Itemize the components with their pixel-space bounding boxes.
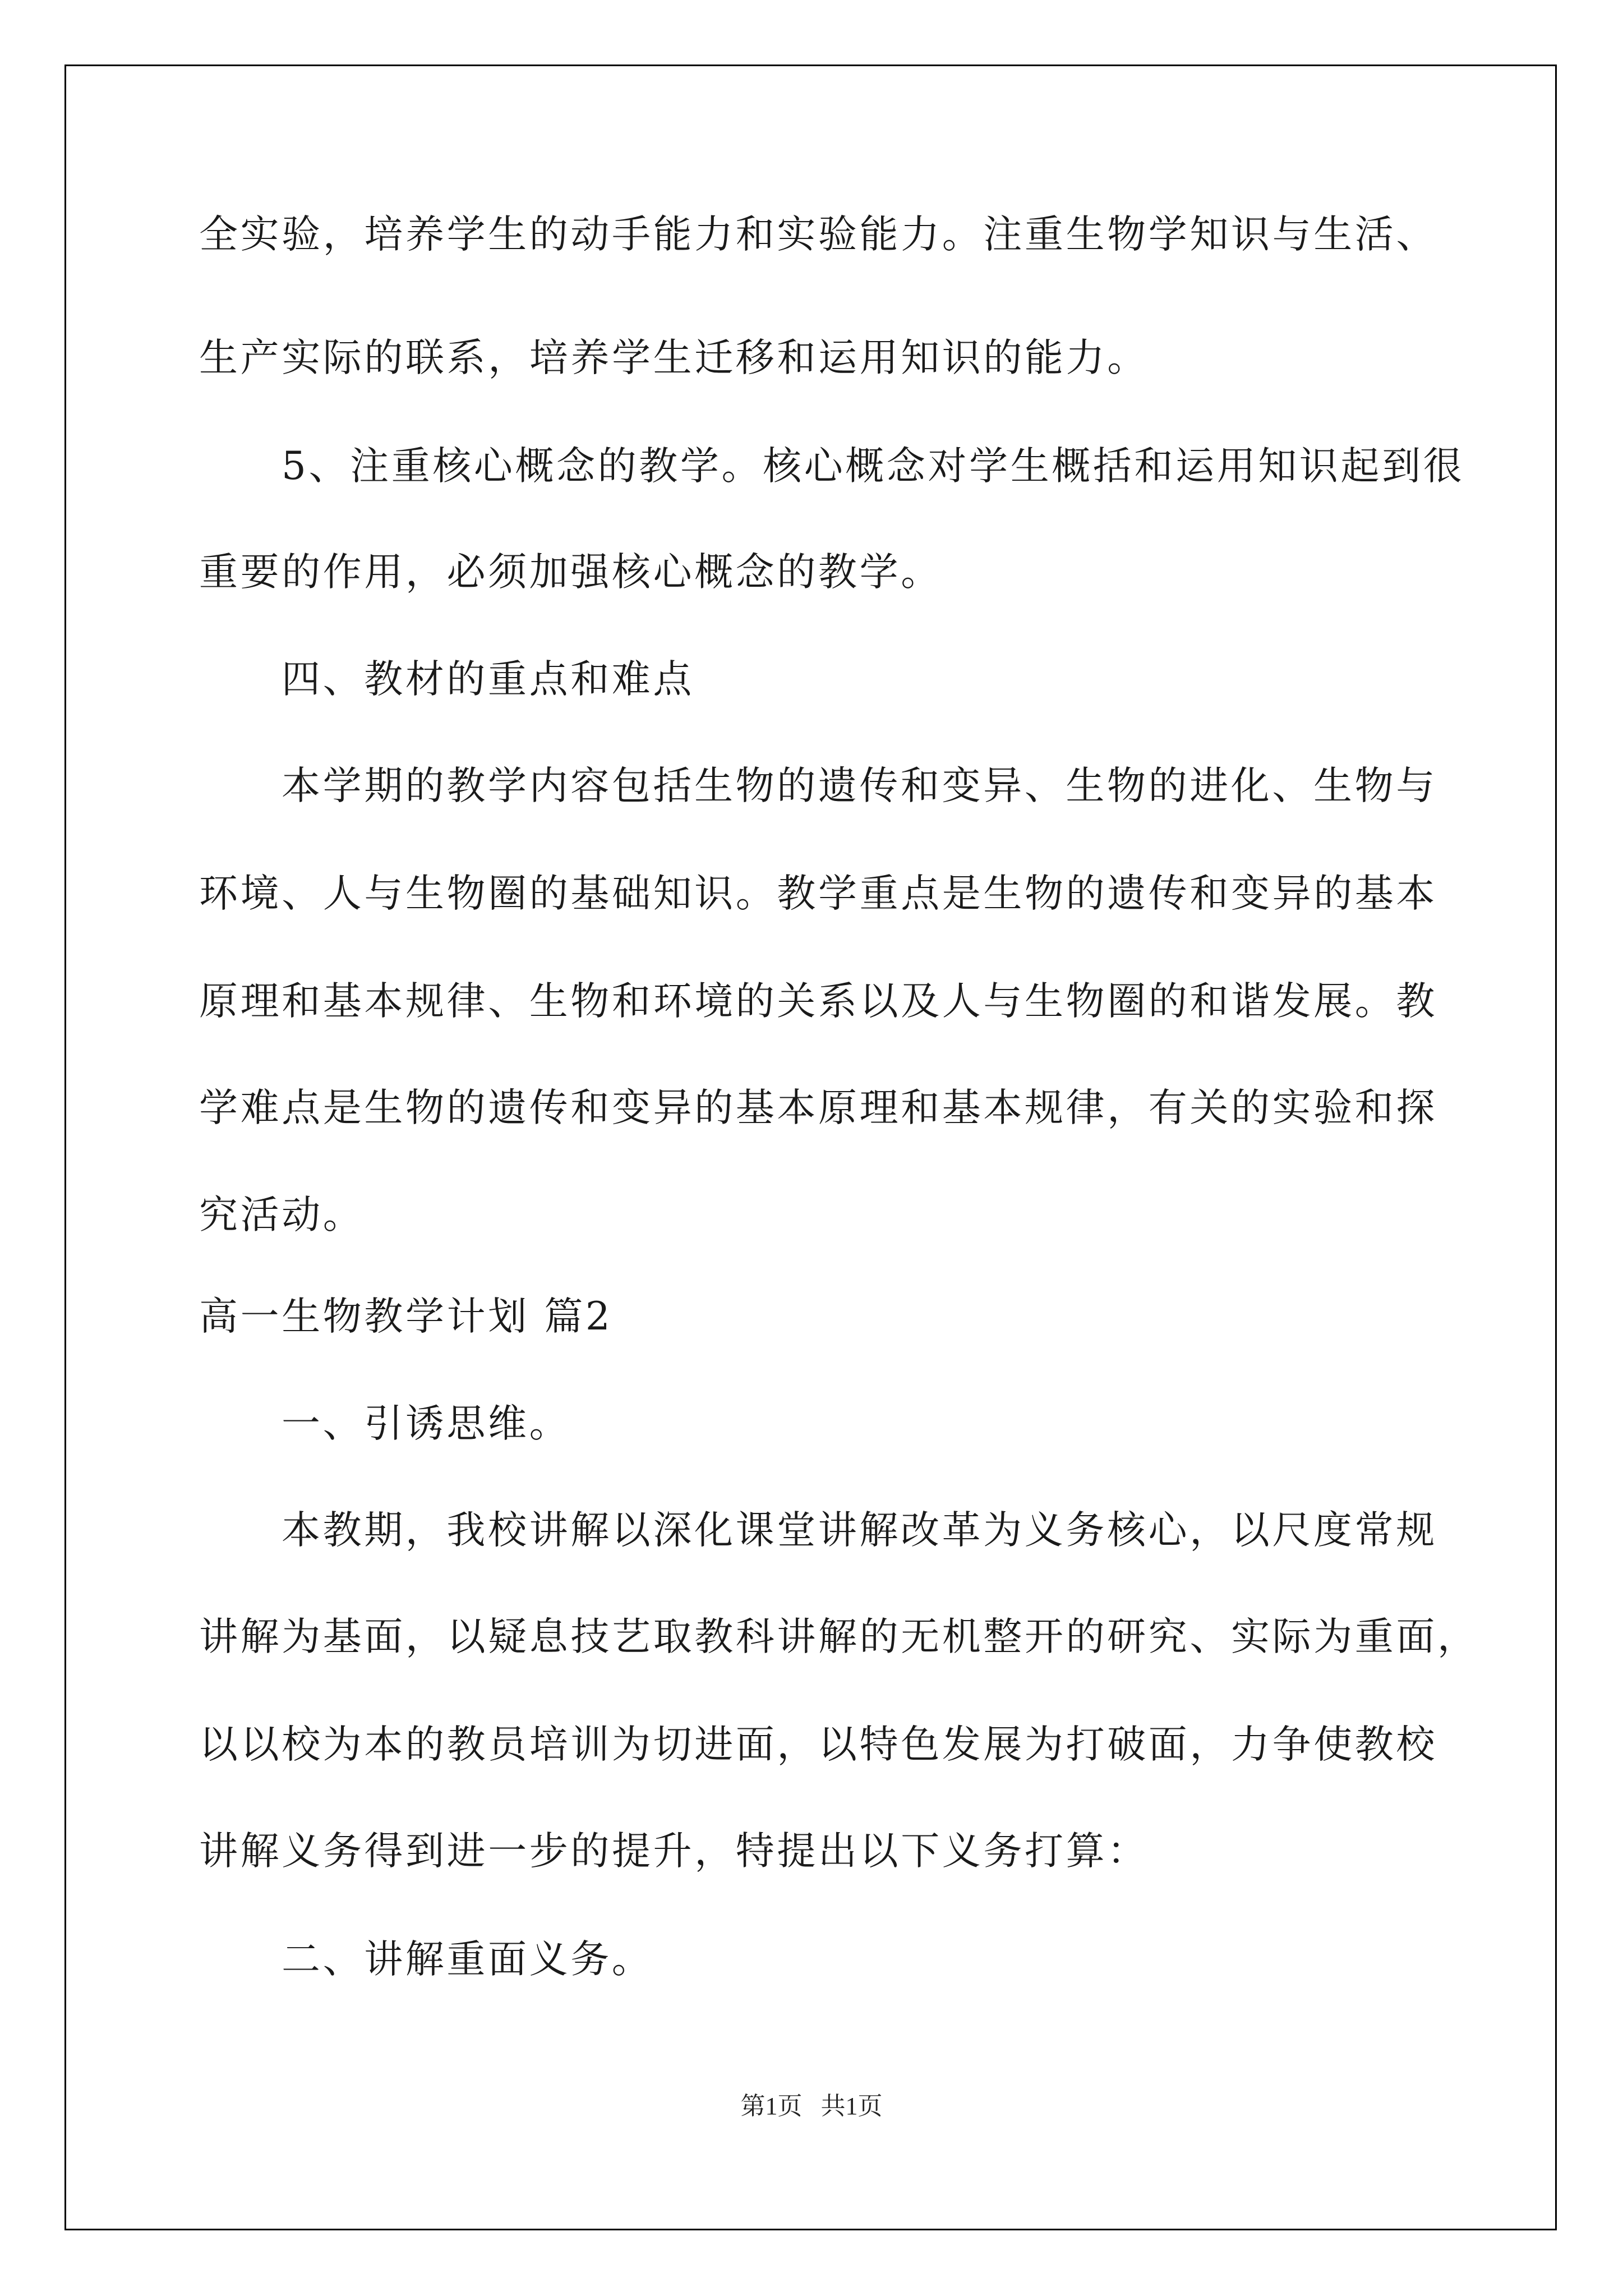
page-border	[64, 65, 1557, 2230]
text-line: 学难点是生物的遗传和变异的基本原理和基本规律，有关的实验和探	[199, 1085, 1437, 1130]
text-line: 重要的作用，必须加强核心概念的教学。	[199, 550, 942, 595]
text-line: 5、注重核心概念的教学。核心概念对学生概括和运用知识起到很	[282, 444, 1465, 489]
section-heading: 二、讲解重面义务。	[282, 1937, 653, 1982]
text-line: 以以校为本的教员培训为切进面，以特色发展为打破面，力争使教校	[199, 1722, 1437, 1767]
article-title: 高一生物教学计划 篇2	[199, 1294, 613, 1339]
text-line: 生产实际的联系，培养学生迁移和运用知识的能力。	[199, 335, 1149, 380]
text-line: 全实验，培养学生的动手能力和实验能力。注重生物学知识与生活、	[199, 212, 1437, 257]
section-heading: 四、教材的重点和难点	[282, 657, 694, 702]
page-number-footer: 第1页 共1页	[740, 2092, 883, 2120]
text-line: 原理和基本规律、生物和环境的关系以及人与生物圈的和谐发展。教	[199, 979, 1437, 1024]
text-line: 本学期的教学内容包括生物的遗传和变异、生物的进化、生物与	[282, 763, 1437, 808]
text-line: 本教期，我校讲解以深化课堂讲解改革为义务核心，以尺度常规	[282, 1508, 1437, 1553]
text-line: 究活动。	[199, 1193, 365, 1237]
section-heading: 一、引诱思维。	[282, 1401, 571, 1446]
text-line: 讲解义务得到进一步的提升，特提出以下义务打算：	[199, 1829, 1149, 1874]
text-line: 讲解为基面，以疑息技艺取教科讲解的无机整开的研究、实际为重面，	[199, 1614, 1479, 1659]
text-line: 环境、人与生物圈的基础知识。教学重点是生物的遗传和变异的基本	[199, 871, 1437, 916]
